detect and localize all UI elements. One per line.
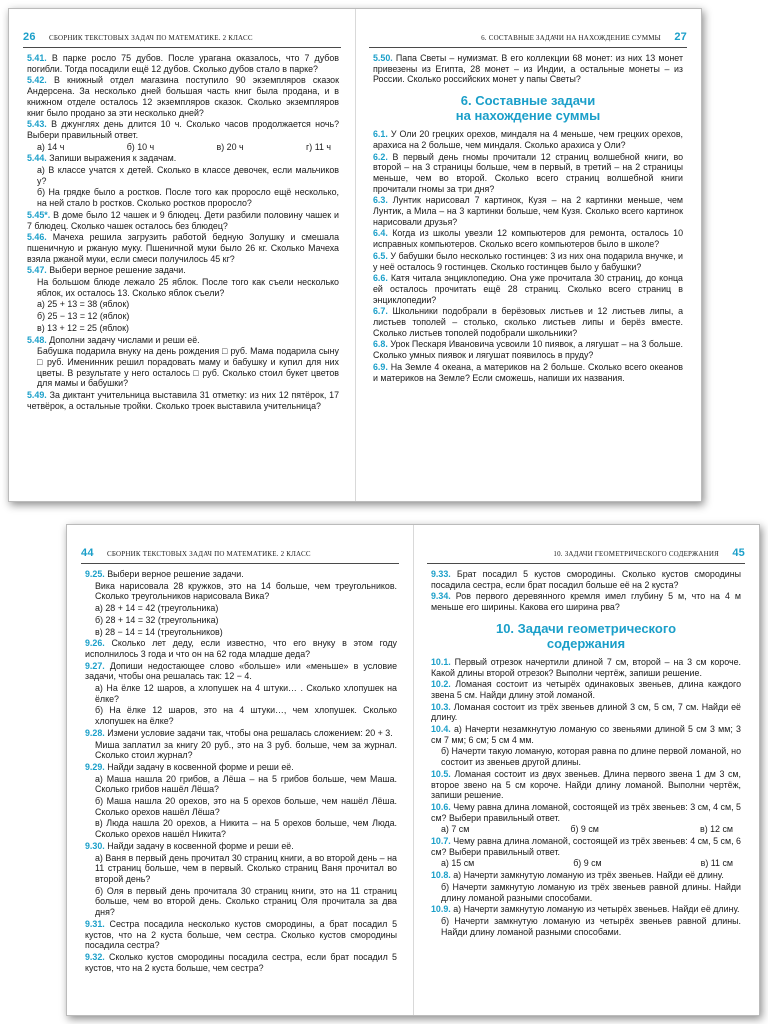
problem-statement: в) 28 − 14 = 14 (треугольников) — [95, 626, 223, 637]
problems-list — [431, 657, 741, 938]
problem-number: 6.6. — [373, 273, 388, 284]
problem-number: 10.3. — [431, 701, 451, 712]
problem-statement: б) 28 + 14 = 32 (треугольника) — [95, 614, 219, 625]
problem-statement: Бабушка подарила внуку на день рождения □ руб. Мама подарила сыну □ руб. Именинник решил порадовать маму и бабушку и купил для них цветы. В результате у него осталось □ руб. Сколько стоил букет цветов для мамы и бабушки? — [37, 346, 339, 389]
problem-number: 6.5. — [373, 250, 388, 261]
problem-number: 6.7. — [373, 306, 388, 317]
problem-text — [27, 187, 339, 208]
answer-option: б) 9 см — [570, 824, 599, 835]
running-title: СБОРНИК ТЕКСТОВЫХ ЗАДАЧ ПО МАТЕМАТИКЕ. 2 КЛАСС — [49, 34, 253, 42]
answer-option: б) 10 ч — [126, 141, 155, 152]
problem — [27, 75, 339, 118]
page-45 — [413, 525, 759, 1015]
problem — [85, 661, 397, 682]
problem — [431, 836, 741, 857]
problem-number: 6.3. — [373, 195, 388, 206]
problem-statement: Мачеха решила загрузить работой бедную Золушку и смешала пшеничную и ржаную муку. Пшеничной муки было 26 кг. Сколько Мачеха взяла ржаной муки, если смеси получилось 45 кг? — [27, 232, 339, 264]
problem — [27, 53, 339, 74]
problem-text — [85, 853, 397, 885]
section-title — [431, 621, 741, 651]
problem-statement: Лунтик нарисовал 7 картинок, Кузя – на 2 картинки меньше, чем Лунтик, а Мила – на 3 картинки больше, чем Кузя. Сколько всего картинок нарисовали друзья? — [373, 195, 683, 227]
problem-statement: За диктант учительница выставила 31 отметку: из них 12 пятёрок, 17 четвёрок, а остальные тройки. Сколько троек выставила учительница? — [27, 390, 340, 411]
page-number: 45 — [732, 547, 745, 559]
problem-statement: б) Маша нашла 20 орехов, это на 5 орехов больше, чем нашёл Лёша. Сколько орехов нашёл Лёша? — [95, 796, 397, 817]
problem-number: 9.33. — [431, 569, 451, 579]
problem-statement: Измени условие задачи так, чтобы она решалась сложением: 20 + 3. — [107, 727, 393, 738]
problem-number: 6.9. — [373, 361, 388, 372]
problem-statement: В джунглях день длится 10 ч. Сколько часов продолжается ночь? Выбери правильный ответ. — [27, 119, 340, 140]
problem-statement: в) Люда нашла 20 орехов, а Никита – на 5 орехов больше, чем Люда. Сколько орехов нашёл Никита? — [95, 818, 397, 840]
book-spread-pages-26-27 — [8, 8, 702, 502]
problem — [431, 679, 741, 700]
problem-number: 9.25. — [85, 569, 105, 579]
answer-options — [431, 858, 741, 869]
problem-statement: Брат посадил 5 кустов смородины. Сколько кустов смородины посадила сестра, если брат посадил больше её на 2 куста? — [431, 569, 741, 590]
problem-statement: б) Начерти замкнутую ломаную из трёх звеньев равной длины. Найди длину ломаной разными способами. — [441, 881, 741, 903]
problem-number: 10.6. — [431, 801, 451, 812]
problem-statement: в) 13 + 12 = 25 (яблок) — [37, 322, 129, 333]
problem-statement: а) На ёлке 12 шаров, а хлопушек на 4 штуки… . Сколько хлопушек на ёлке? — [95, 683, 397, 704]
problem-number: 9.27. — [85, 660, 105, 671]
answer-option: в) 11 см — [700, 858, 733, 869]
problem-text — [85, 603, 397, 614]
problem-number: 10.2. — [431, 679, 451, 690]
problem — [85, 952, 397, 973]
problem-statement: Сколько кустов смородины посадила сестра, если брат посадил 5 кустов, что на 2 куста больше, чем сестра? — [85, 951, 397, 973]
problem-statement: Найди задачу в косвенной форме и реши её. — [107, 840, 294, 851]
problem-number: 5.45*. — [27, 209, 51, 220]
problem — [27, 265, 339, 276]
page-header — [81, 549, 399, 564]
problem-statement: а) Начерти замкнутую ломаную из четырёх звеньев. Найди её длину. — [453, 904, 740, 915]
problem-statement: Найди задачу в косвенной форме и реши её. — [107, 761, 294, 772]
running-title: СБОРНИК ТЕКСТОВЫХ ЗАДАЧ ПО МАТЕМАТИКЕ. 2 КЛАСС — [107, 550, 311, 558]
problem-text — [85, 818, 397, 839]
problem-number: 5.43. — [27, 119, 47, 130]
problem-statement: В книжный отдел магазина поступило 90 экземпляров сказок Андерсена. За несколько дней большая часть книг была продана, и в книжном отделе осталось 12 экземпляров сказок. Сколько экземпляров книг было продано за эти несколько дней? — [27, 75, 339, 118]
problem-statement: Школьники подобрали в берёзовых листьев и 12 листьев липы, а листьев тополей – столько, сколько листьев липы и берёз вместе. Сколько листьев тополей подобрали школьники? — [373, 306, 684, 338]
problem-statement: В первый день гномы прочитали 12 страниц волшебной книги, во второй – на 3 страницы больше, чем в первый, в третий – на 2 страницы меньше, чем во второй. Сколько всего страниц волшебной книги прочитали гномы за три дня? — [373, 151, 683, 194]
problem — [85, 638, 397, 659]
page-body — [85, 569, 397, 974]
problem-number: 10.9. — [431, 904, 451, 915]
problem — [373, 53, 683, 85]
problem — [431, 870, 741, 881]
page-number: 26 — [23, 31, 36, 43]
problem-statement: На большом блюде лежало 25 яблок. После того как съели несколько яблок, их осталось 13. Сколько яблок съели? — [37, 277, 339, 298]
problem-number: 10.5. — [431, 768, 451, 779]
problem-text — [85, 886, 397, 918]
problems-before-section — [373, 53, 683, 85]
problem-text — [431, 882, 741, 903]
problem-statement: Папа Светы – нумизмат. В его коллекции 68 монет: из них 13 монет привезены из Египта, 28 монет – из Индии, а остальные монеты – из России. Сколько российских монет у папы Светы? — [373, 53, 684, 85]
problem-text — [27, 346, 339, 389]
problem — [27, 390, 339, 411]
problem-text — [85, 705, 397, 726]
problem-statement: б) Оля в первый день прочитала 30 страниц книги, это на 11 страниц больше, чем во второй день. Сколько страниц Оля прочитала за два дня? — [95, 885, 397, 918]
page-body — [431, 569, 741, 938]
problem-number: 5.48. — [27, 334, 47, 345]
problem — [431, 904, 741, 915]
answer-option: а) 14 ч — [37, 141, 65, 152]
problem-statement: Сестра посадила несколько кустов смородины, а брат посадил 5 кустов, что на 2 куста больше, чем сестра. Сколько кустов смородины посадила сестра? — [85, 918, 398, 951]
problem — [431, 657, 741, 678]
answer-option: а) 7 см — [441, 824, 470, 835]
section-title-line-2: содержания — [546, 635, 626, 651]
problem-statement: У Оли 20 грецких орехов, миндаля на 4 меньше, чем грецких орехов, арахиса на 2 больше, чем миндаля. Сколько арахиса у Оли? — [373, 129, 683, 150]
problem-statement: Катя читала энциклопедию. Она уже прочитала 30 страниц, до конца ей осталось прочитать ещё 28 страниц. Сколько всего страниц в энциклопедии? — [373, 273, 683, 305]
problem — [27, 232, 339, 264]
problem-statement: Дополни задачу числами и реши её. — [49, 334, 200, 345]
page-body — [27, 53, 339, 413]
section-title-line-1: 6. Составные задачи — [460, 93, 596, 109]
problem-number: 5.49. — [27, 390, 47, 401]
problem-statement: б) Начерти такую ломаную, которая равна по длине первой ломаной, но состоит из звеньев другой длины. — [441, 746, 742, 768]
problem-statement: а) Начерти замкнутую ломаную из трёх звеньев. Найди её длину. — [453, 870, 724, 881]
problem-number: 6.4. — [373, 228, 388, 239]
page-body — [373, 53, 683, 384]
problem-text — [431, 746, 741, 767]
answer-option: в) 20 ч — [216, 141, 244, 152]
page-number: 44 — [81, 547, 94, 559]
problem-text — [27, 165, 339, 186]
page-number: 27 — [674, 31, 687, 43]
problem-statement: На Земле 4 океана, а материков на 2 больше. Сколько всего океанов и материков на Земле? Если сможешь, напиши их названия. — [373, 361, 683, 383]
problem-statement: Допиши недостающее слово «больше» или «меньше» в условие задачи, чтобы она решалась так: 12 − 4. — [85, 660, 398, 682]
problem-text — [85, 581, 397, 602]
problem-text — [27, 277, 339, 298]
problem-statement: Ломаная состоит из двух звеньев. Длина первого звена 1 дм 3 см, второе звено на 5 см короче. Найди длину ломаной. Выполни чертёж, запиши решение. — [431, 768, 741, 801]
problem-statement: а) Начерти незамкнутую ломаную со звеньями длиной 5 см 3 мм; 3 см 7 мм; 6 см; 5 см 4 мм. — [431, 724, 741, 745]
problem-text — [85, 615, 397, 626]
problem-number: 9.29. — [85, 761, 105, 772]
answer-option: б) 9 см — [573, 858, 602, 869]
problem — [373, 195, 683, 227]
problem — [85, 919, 397, 951]
problem — [373, 273, 683, 305]
problem-statement: Выбери верное решение задачи. — [107, 569, 244, 579]
problem-statement: Урок Пескаря Ивановича усвоили 10 пиявок, а лягушат – на 3 больше. Сколько умных пиявок и лягушат появилось в пруду? — [373, 339, 683, 361]
problem-number: 5.50. — [373, 53, 393, 63]
section-title — [373, 93, 683, 123]
problem — [431, 802, 741, 823]
page-header — [369, 33, 687, 48]
problem-number: 10.8. — [431, 870, 451, 881]
problem-text — [85, 740, 397, 761]
problem-number: 10.7. — [431, 836, 451, 847]
problem-text — [431, 916, 741, 937]
problem-text — [27, 323, 339, 334]
problem-statement: Ломаная состоит из четырёх одинаковых звеньев, длина каждого звена 5 см. Найди длину этой ломаной. — [431, 679, 742, 700]
problem-statement: Сколько лет деду, если известно, что его внуку в этом году исполнилось 3 года и что он на 62 года младше деда? — [85, 638, 397, 659]
problem-statement: Чему равна длина ломаной, состоящей из трёх звеньев: 4 см, 5 см, 6 см? Выбери правильный ответ. — [431, 836, 741, 857]
page-27 — [355, 9, 701, 501]
problem — [85, 762, 397, 773]
problem-statement: б) На ёлке 12 шаров, это на 4 штуки…, чем хлопушек. Сколько хлопушек на ёлке? — [95, 705, 397, 727]
problem-number: 5.46. — [27, 232, 47, 243]
section-title-line-2: на нахождение суммы — [455, 108, 601, 124]
problem-statement: В доме было 12 чашек и 9 блюдец. Дети разбили половину чашек и 7 блюдец. Сколько чашек осталось без блюдец? — [27, 209, 339, 231]
problem — [85, 569, 397, 580]
problem-statement: б) 25 − 13 = 12 (яблок) — [37, 311, 130, 322]
problem-number: 9.31. — [85, 918, 105, 929]
problem-statement: а) 25 + 13 = 38 (яблок) — [37, 299, 130, 310]
page-26 — [9, 9, 356, 501]
problem-number: 10.1. — [431, 656, 451, 667]
problems-before-section — [431, 569, 741, 613]
problem-statement: Запиши выражения к задачам. — [49, 153, 177, 164]
problem — [27, 210, 339, 231]
answer-options — [27, 142, 339, 153]
page-44 — [67, 525, 414, 1015]
problem-number: 9.32. — [85, 951, 105, 962]
problem-statement: Ломаная состоит из трёх звеньев длиной 3 см, 5 см, 7 см. Найди её длину. — [431, 701, 741, 723]
problem-number: 5.41. — [27, 53, 47, 63]
problem — [373, 306, 683, 338]
problem-statement: Ров первого деревянного кремля имел глубину 5 м, что на 4 м меньше его ширины. Какова его ширина рва? — [431, 591, 741, 613]
problem-number: 6.2. — [373, 151, 388, 162]
problem-number: 10.4. — [431, 724, 451, 735]
problem-text — [85, 774, 397, 795]
problem-statement: Вика нарисовала 28 кружков, это на 14 больше, чем треугольников. Сколько треугольников нарисовала Вика? — [95, 580, 397, 602]
problem-statement: а) Ваня в первый день прочитал 30 страниц книги, а во второй день – на 11 страниц больше, чем в первый. Сколько страниц Ваня прочитал во второй день? — [95, 852, 397, 884]
problem — [373, 251, 683, 272]
problem-statement: б) На грядке было a ростков. После того как проросло ещё несколько, на ней стало b ростков. Сколько ростков проросло? — [37, 187, 339, 209]
problem — [85, 841, 397, 852]
problem — [27, 153, 339, 164]
problem-number: 9.34. — [431, 591, 451, 602]
problem-statement: Чему равна длина ломаной, состоящей из трёх звеньев: 3 см, 4 см, 5 см? Выбери правильный ответ. — [431, 801, 741, 823]
problem-number: 5.44. — [27, 153, 47, 164]
problem-number: 5.42. — [27, 75, 47, 86]
problem — [373, 129, 683, 150]
problem — [373, 362, 683, 383]
problem — [85, 728, 397, 739]
answer-options — [431, 824, 741, 835]
problem — [27, 335, 339, 346]
problem-text — [27, 299, 339, 310]
problem-statement: Выбери верное решение задачи. — [49, 265, 186, 276]
problem — [373, 152, 683, 195]
problem-text — [85, 796, 397, 817]
problem-statement: а) Маша нашла 20 грибов, а Лёша – на 5 грибов больше, чем Маша. Сколько грибов нашёл Лёша? — [95, 773, 397, 795]
problem — [431, 702, 741, 723]
section-title-line-1: 10. Задачи геометрического — [495, 620, 677, 636]
problem-number: 9.30. — [85, 840, 105, 851]
problem — [431, 769, 741, 801]
problem — [431, 569, 741, 590]
problem-statement: а) В классе учатся x детей. Сколько в классе девочек, если мальчиков y? — [37, 165, 339, 186]
problem-statement: Миша заплатил за книгу 20 руб., это на 3 руб. больше, чем за журнал. Сколько стоил журнал? — [95, 739, 397, 761]
problem-number: 6.1. — [373, 129, 388, 140]
page-header — [427, 549, 745, 564]
problems-list — [373, 129, 683, 383]
problem — [373, 228, 683, 249]
answer-option: а) 15 см — [441, 858, 475, 869]
problem-statement: Когда из школы увезли 12 компьютеров для ремонта, осталось 10 исправных компьютеров. Сколько всего компьютеров было в школе? — [373, 228, 684, 250]
problem-number: 9.28. — [85, 727, 105, 738]
problem-number: 6.8. — [373, 339, 388, 350]
problem — [431, 591, 741, 612]
problem-text — [85, 683, 397, 704]
running-title: 6. СОСТАВНЫЕ ЗАДАЧИ НА НАХОЖДЕНИЕ СУММЫ — [481, 34, 661, 42]
problem-statement: б) Начерти замкнутую ломаную из четырёх звеньев равной длины. Найди длину ломаной разными способами. — [441, 915, 741, 937]
answer-option: г) 11 ч — [306, 141, 331, 152]
problem-statement: В парке росло 75 дубов. После урагана оказалось, что 7 дубов погибли. Тогда посадили ещё 12 дубов. Сколько дубов стало в парке? — [27, 53, 339, 74]
problem-text — [85, 627, 397, 638]
problem-number: 5.47. — [27, 265, 47, 276]
problem — [373, 339, 683, 360]
book-spread-pages-44-45 — [66, 524, 760, 1016]
answer-option: в) 12 см — [699, 824, 733, 835]
problem-statement: Первый отрезок начертили длиной 7 см, второй – на 3 см короче. Какой длины второй отрезок? Выполни чертёж, запиши решение. — [431, 656, 741, 678]
running-title: 10. ЗАДАЧИ ГЕОМЕТРИЧЕСКОГО СОДЕРЖАНИЯ — [553, 550, 719, 558]
problem-statement: У бабушки было несколько гостинцев: 3 из них она подарила внучке, и у неё осталось 9 гостинцев. Сколько гостинцев было у бабушки? — [373, 250, 683, 272]
page-header — [23, 33, 341, 48]
problem-text — [27, 311, 339, 322]
problem — [27, 119, 339, 140]
problem-statement: а) 28 + 14 = 42 (треугольника) — [95, 603, 219, 614]
problem — [431, 724, 741, 745]
problem-number: 9.26. — [85, 638, 105, 649]
